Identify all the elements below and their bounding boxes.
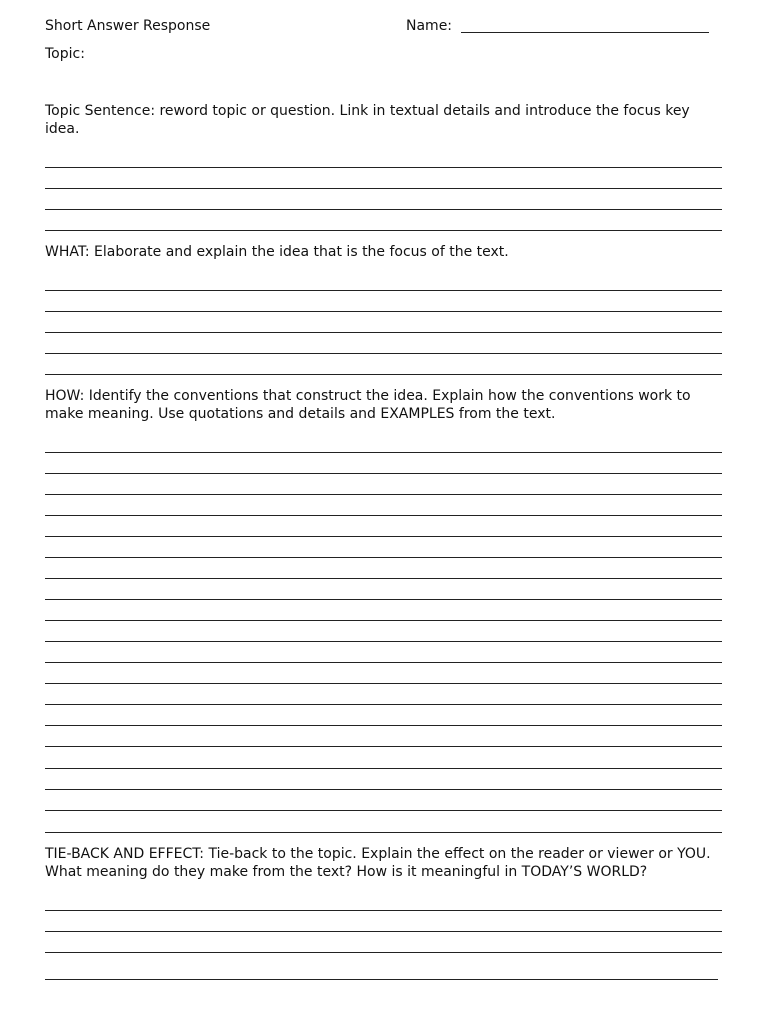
answer-line[interactable]	[45, 599, 722, 600]
answer-line[interactable]	[45, 789, 722, 790]
answer-line[interactable]	[45, 536, 722, 537]
answer-line[interactable]	[45, 931, 722, 932]
answer-line[interactable]	[45, 952, 722, 953]
answer-line[interactable]	[45, 725, 722, 726]
answer-line[interactable]	[45, 832, 722, 833]
answer-line[interactable]	[45, 557, 722, 558]
answer-line[interactable]	[45, 578, 722, 579]
answer-line[interactable]	[45, 188, 722, 189]
answer-line[interactable]	[45, 494, 722, 495]
answer-line[interactable]	[45, 662, 722, 663]
answer-line[interactable]	[45, 641, 722, 642]
answer-line[interactable]	[45, 810, 722, 811]
answer-line[interactable]	[45, 332, 722, 333]
answer-line[interactable]	[45, 374, 722, 375]
answer-line[interactable]	[45, 746, 722, 747]
answer-line[interactable]	[45, 515, 722, 516]
answer-line[interactable]	[45, 704, 722, 705]
answer-line[interactable]	[45, 311, 722, 312]
worksheet-title: Short Answer Response	[45, 18, 211, 34]
answer-line[interactable]	[45, 353, 722, 354]
tie-back-prompt: TIE-BACK AND EFFECT: Tie-back to the topic. Explain the effect on the reader or viewer or YOU. What meaning do they make from the text? How is it meaningful in TODAY’S WORLD?	[45, 846, 711, 880]
topic-sentence-prompt: Topic Sentence: reword topic or question. Link in textual details and introduce the focus key idea.	[45, 103, 690, 137]
answer-line[interactable]	[45, 979, 718, 980]
answer-line[interactable]	[45, 290, 722, 291]
what-prompt: WHAT: Elaborate and explain the idea that is the focus of the text.	[45, 244, 509, 260]
answer-line[interactable]	[45, 473, 722, 474]
name-label: Name:	[406, 18, 453, 34]
answer-line[interactable]	[45, 683, 722, 684]
answer-line[interactable]	[45, 620, 722, 621]
answer-line[interactable]	[45, 230, 722, 231]
topic-label: Topic:	[45, 46, 85, 62]
answer-line[interactable]	[45, 167, 722, 168]
name-field-line[interactable]	[461, 32, 709, 33]
answer-line[interactable]	[45, 768, 722, 769]
answer-line[interactable]	[45, 910, 722, 911]
how-prompt: HOW: Identify the conventions that construct the idea. Explain how the conventions work to make meaning. Use quotations and details and EXAMPLES from the text.	[45, 388, 691, 422]
answer-line[interactable]	[45, 209, 722, 210]
answer-line[interactable]	[45, 452, 722, 453]
